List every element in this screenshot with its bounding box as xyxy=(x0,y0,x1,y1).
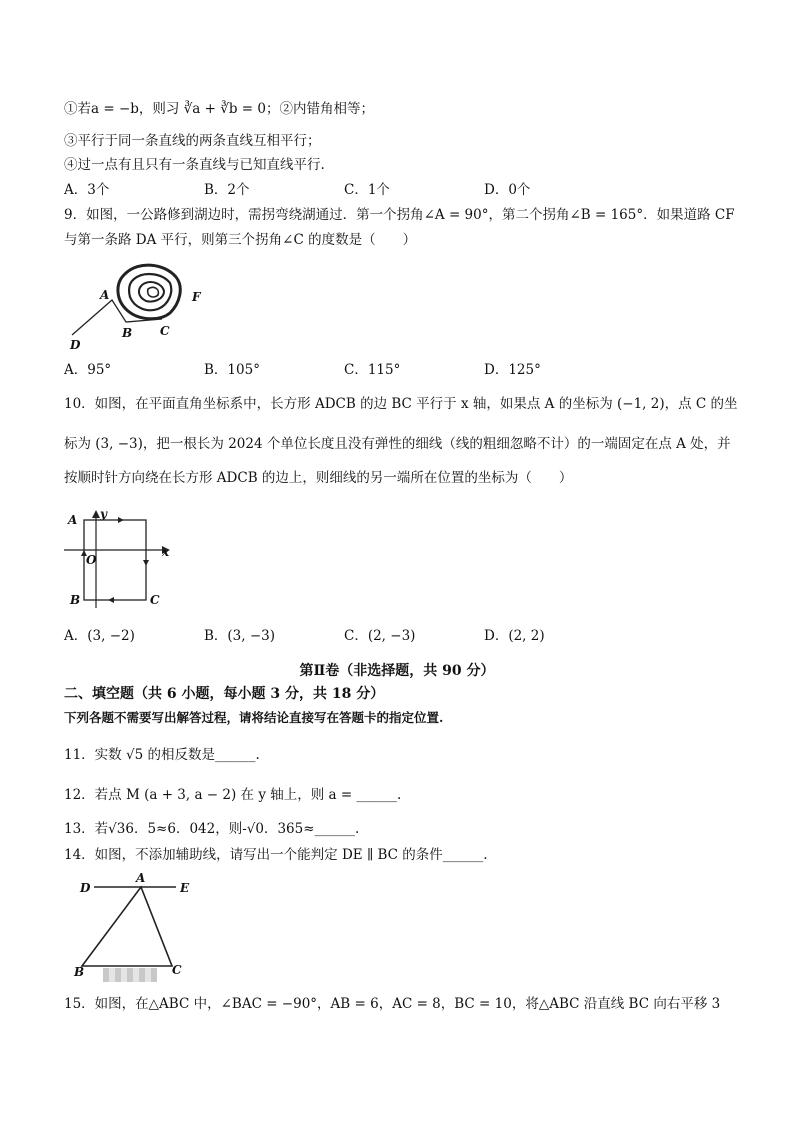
q10-option-d: D．(2, 2) xyxy=(484,628,545,644)
q10-label-o: O xyxy=(86,553,97,567)
q13-text: 13．若√36．5≈6．042，则-√0．365≈______. xyxy=(64,821,360,837)
q10-text-line-3: 按顺时针方向绕在长方形 ADCB 的边上，则细线的另一端所在位置的坐标为（ ） xyxy=(64,470,573,486)
q10-coordinate-figure xyxy=(62,508,182,614)
q9-option-c: C．115° xyxy=(344,362,401,378)
q14-label-c: C xyxy=(172,963,182,977)
q10-label-b: B xyxy=(70,593,81,607)
q9-text-line-2: 与第一条路 DA 平行，则第三个拐角∠C 的度数是（ ） xyxy=(64,232,417,248)
q9-option-a: A．95° xyxy=(64,362,112,378)
q10-label-c: C xyxy=(150,593,160,607)
q15-text: 15．如图，在△ABC 中，∠BAC = −90°，AB = 6，AC = 8，BC = 10，将△ABC 沿直线 BC 向右平移 3 xyxy=(64,996,721,1012)
section-2-instruction: 下列各题不需要写出解答过程，请将结论直接写在答题卡的指定位置. xyxy=(64,710,444,725)
q14-text: 14．如图，不添加辅助线，请写出一个能判定 DE ∥ BC 的条件______. xyxy=(64,847,488,863)
q9-label-b: B xyxy=(122,326,133,340)
q8-option-d: D．0个 xyxy=(484,182,531,198)
q8-option-a: A．3个 xyxy=(64,182,110,198)
q10-label-x: x xyxy=(162,545,170,559)
q9-text-line-1: 9．如图，一公路修到湖边时，需拐弯绕湖通过．第一个拐角∠A = 90°，第二个拐角∠B = 165°．如果道路 CF xyxy=(64,207,735,223)
q10-label-a: A xyxy=(68,513,78,527)
q8-option-c: C．1个 xyxy=(344,182,390,198)
q8-statement-3: ③平行于同一条直线的两条直线互相平行； xyxy=(64,133,321,149)
q9-label-f: F xyxy=(192,290,201,304)
q8-statement-1: ①若a = −b，则习 ∛a + ∛b = 0；②内错角相等； xyxy=(64,101,374,117)
q9-label-d: D xyxy=(70,338,81,352)
section-2-title: 第Ⅱ卷（非选择题，共 90 分） xyxy=(299,663,495,679)
q10-text-line-2: 标为 (3, −3)，把一根长为 2024 个单位长度且没有弹性的细线（线的粗细忽略不计）的一端固定在点 A 处，并 xyxy=(64,436,731,452)
q14-label-d: D xyxy=(80,881,91,895)
q10-text-line-1: 10．如图，在平面直角坐标系中，长方形 ADCB 的边 BC 平行于 x 轴，如果点 A 的坐标为 (−1, 2)，点 C 的坐 xyxy=(64,396,738,412)
q10-label-y: y xyxy=(100,508,107,521)
q9-option-d: D．125° xyxy=(484,362,541,378)
q9-lake-figure xyxy=(64,255,224,355)
q9-label-a: A xyxy=(100,288,110,302)
q10-option-b: B．(3, −3) xyxy=(204,628,276,644)
q9-label-c: C xyxy=(160,324,170,338)
section-2-subtitle: 二、填空题（共 6 小题，每小题 3 分，共 18 分） xyxy=(64,686,385,702)
q9-option-b: B．105° xyxy=(204,362,260,378)
redacted-watermark xyxy=(103,968,157,982)
q11-text: 11．实数 √5 的相反数是______. xyxy=(64,747,260,763)
q10-option-a: A．(3, −2) xyxy=(64,628,135,644)
q8-statement-4: ④过一点有且只有一条直线与已知直线平行. xyxy=(64,157,325,173)
q12-text: 12．若点 M (a + 3, a − 2) 在 y 轴上，则 a = ______. xyxy=(64,787,402,803)
q8-option-b: B．2个 xyxy=(204,182,250,198)
q10-option-c: C．(2, −3) xyxy=(344,628,416,644)
q14-label-b: B xyxy=(74,965,85,979)
q14-label-a: A xyxy=(136,871,146,885)
q14-label-e: E xyxy=(180,881,190,895)
q14-triangle-figure xyxy=(72,870,202,982)
